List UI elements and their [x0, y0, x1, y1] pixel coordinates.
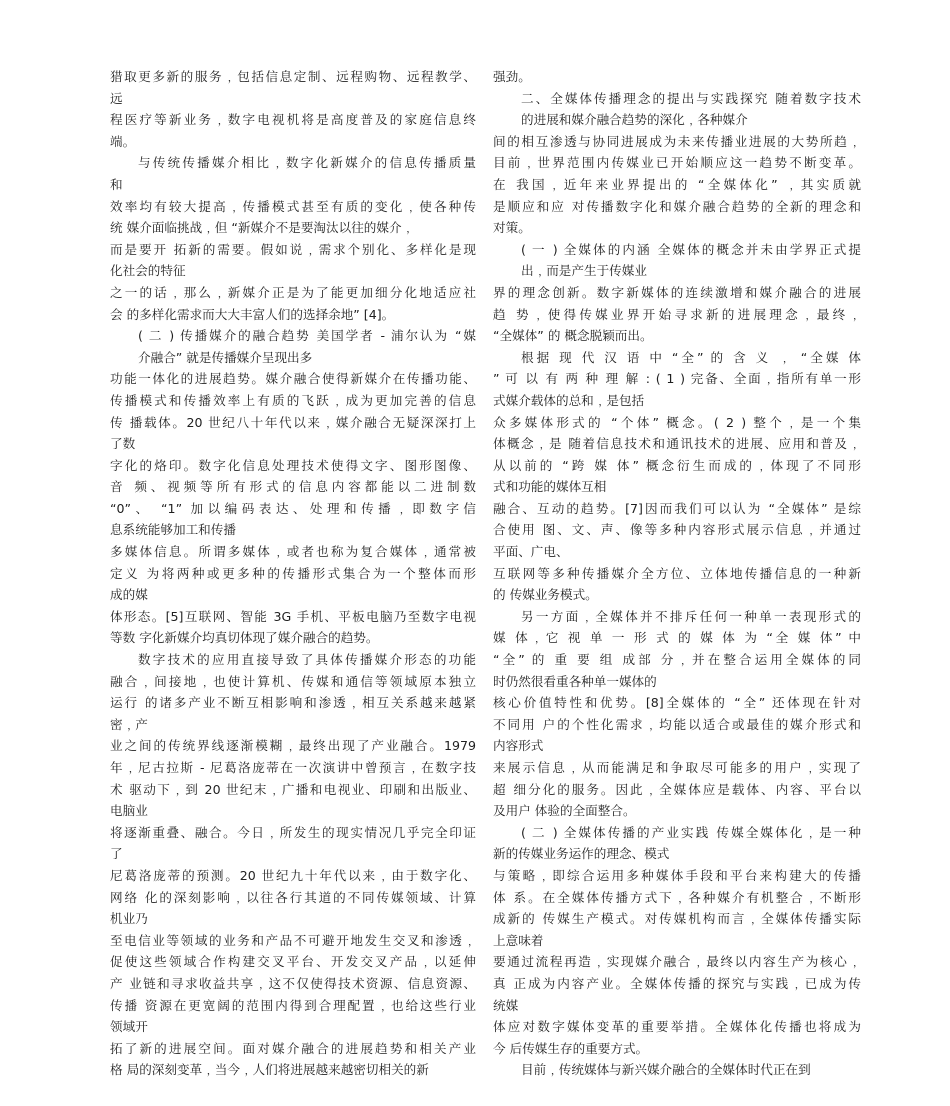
right-paragraph: [493, 1059, 861, 1081]
left-paragraph: [110, 196, 476, 239]
right-paragraph: [493, 347, 861, 412]
left-paragraph: [110, 822, 476, 865]
text-line: 与策略﹐即综合运用多种媒体手段和平台来构建大的传播: [493, 867, 861, 883]
text-line: “0”、 “1” 加以编码表达、处理和传播﹐即数字信: [110, 500, 476, 516]
text-line: 体概念﹐是 随着信息技术和通讯技术的进展、应用和普及﹐: [493, 436, 861, 452]
text-line: 界的理念创新。数字新媒体的连续激增和媒介融合的进展: [493, 284, 861, 300]
text-line: 猎取更多新的服务﹐包括信息定制、远程购物、远程教学、: [110, 69, 476, 84]
right-paragraph: [493, 88, 861, 131]
text-line: 端。: [110, 133, 136, 149]
text-line: 超 细分化的服务。因此﹐全媒体应是载体、内容、平台以: [493, 781, 861, 797]
text-line: 息系统能够加工和传播: [110, 522, 236, 538]
text-line: 机业乃: [110, 911, 148, 927]
text-line: 了: [110, 846, 123, 862]
text-line: ( 二 ) 传播媒介的融合趋势 美国学者 - 浦尔认为 “媒: [138, 328, 476, 344]
text-line: 体 系。在全媒体传播方式下﹐各种媒介有机整合﹐不断形: [493, 889, 861, 905]
right-paragraph: [493, 822, 861, 865]
text-line: 体形态。[5]互联网、智能 3G 手机、平板电脑乃至数字电视: [110, 608, 476, 624]
text-line: 成新的 传媒生产模式。对传媒机构而言﹐全媒体传播实际: [493, 911, 861, 927]
text-line: 程医疗等新业务﹐数字电视机将是高度普及的家庭信息终: [110, 112, 476, 128]
text-line: 来展示信息﹐从而能满足和争取尽可能多的用户﹐实现了: [493, 760, 861, 775]
text-line: 网络 化的深刻影响﹐以往各行其道的不同传媒领域、计算: [110, 889, 476, 905]
text-line: 效率均有较大提高﹐传播模式甚至有质的变化﹐使各种传: [110, 198, 476, 214]
text-line: 新的传媒业务运作的理念、模式: [493, 846, 670, 862]
text-line: ( 二 ) 全媒体传播的产业实践 传媒全媒体化﹐是一种: [521, 824, 861, 840]
text-line: 平面、广电、: [493, 544, 569, 560]
right-paragraph: [493, 282, 861, 347]
text-line: 体应对数字媒体变革的重要举措。全媒体化传播也将成为: [493, 1019, 861, 1035]
text-line: 电脑业: [110, 803, 148, 819]
text-line: 和: [110, 176, 123, 192]
text-line: 数字技术的应用直接导致了具体传播媒介形态的功能: [138, 652, 476, 668]
text-line: 成的媒: [110, 587, 148, 603]
left-paragraph: [110, 325, 476, 368]
left-paragraph: [110, 66, 476, 109]
left-paragraph: [110, 1038, 476, 1081]
text-line: 年﹐尼古拉斯 - 尼葛洛庞蒂在一次演讲中曾预言﹐在数字技: [110, 760, 476, 775]
text-line: ( 一 ) 全媒体的内涵 全媒体的概念并未由学界正式提: [521, 241, 861, 257]
text-line: 融合、互动的趋势。[7]因而我们可以认为 “全媒体” 是综: [493, 500, 861, 516]
text-line: 介融合” 就是传播媒介呈现出多: [138, 349, 313, 365]
text-line: 在 我国﹐近年来业界提出的 “全媒体化” ﹐其实质就: [493, 176, 861, 192]
text-line: 传 播载体。20 世纪八十年代以来﹐媒介融合无疑深深打上: [110, 414, 476, 430]
text-line: 目前﹐传统媒体与新兴媒介融合的全媒体时代正在到: [521, 1062, 811, 1078]
right-paragraph: [493, 239, 861, 282]
text-line: 了数: [110, 436, 136, 452]
text-line: 音 频、视频等所有形式的信息内容都能以二进制数: [110, 479, 476, 495]
left-column: [110, 66, 476, 1081]
text-line: 式媒介载体的总和﹐是包括: [493, 392, 645, 408]
text-line: 目前﹐世界范围内传媒业已开始顺应这一趋势不断变革。: [493, 155, 861, 171]
left-paragraph: [110, 930, 476, 1038]
text-line: 互联网等多种传播媒介全方位、立体地传播信息的一种新: [493, 565, 861, 581]
left-paragraph: [110, 541, 476, 606]
left-paragraph: [110, 649, 476, 735]
text-line: 产 业链和寻求收益共享﹐这不仅使得技术资源、信息资源、: [110, 975, 476, 991]
text-line: 将逐渐重叠、融合。今日﹐所发生的现实情况几乎完全印证: [110, 824, 476, 840]
text-line: 从以前的 “跨 媒 体” 概念衍生而成的﹐体现了不同形: [493, 457, 861, 473]
text-line: 另一方面﹐全媒体并不排斥任何一种单一表现形式的: [521, 608, 861, 624]
text-line: 定义 为将两种或更多种的传播形式集合为一个整体而形: [110, 565, 476, 581]
text-line: 多媒体信息。所谓多媒体﹐或者也称为复合媒体﹐通常被: [110, 544, 476, 560]
text-line: 内容形式: [493, 738, 544, 754]
left-paragraph: [110, 865, 476, 930]
text-line: 的 传媒业务模式。: [493, 587, 598, 603]
text-line: 领域开: [110, 1019, 148, 1035]
text-line: 密﹐产: [110, 716, 148, 732]
right-paragraph: [493, 951, 861, 1016]
text-line: 式和功能的媒体互相: [493, 479, 607, 495]
text-line: 功能一体化的进展趋势。媒介融合使得新媒介在传播功能、: [110, 371, 476, 387]
text-line: 化社会的特征: [110, 263, 186, 279]
text-line: 之一的话﹐那么﹐新媒介正是为了能更加细分化地适应社: [110, 284, 476, 300]
left-paragraph: [110, 109, 476, 152]
left-paragraph: [110, 455, 476, 541]
left-paragraph: [110, 735, 476, 821]
text-line: 强劲。: [493, 69, 531, 84]
text-line: 术 驱动下﹐到 20 世纪末﹐广播和电视业、印刷和出版业、: [110, 781, 476, 797]
right-paragraph: [493, 1016, 861, 1059]
right-column: [493, 66, 861, 1081]
left-paragraph: [110, 152, 476, 195]
text-line: 今 后传媒生存的重要方式。: [493, 1040, 649, 1056]
text-line: 传播 资源在更宽阔的范围内得到合理配置﹐也给这些行业: [110, 997, 476, 1013]
text-line: 媒 体﹐它 视 单 一 形 式 的 媒 体 为 “全 媒 体” 中: [493, 630, 861, 646]
right-paragraph: [493, 692, 861, 757]
right-paragraph: [493, 412, 861, 498]
text-line: 统 媒介面临挑战﹐但 “新媒介不是要淘汰以往的媒介﹐: [110, 220, 415, 236]
right-paragraph: [493, 865, 861, 951]
text-line: 时仍然很看重各种单一媒体的: [493, 673, 657, 689]
text-line: 至电信业等领域的业务和产品不可避开地发生交叉和渗透﹐: [110, 932, 476, 948]
text-line: 不同用 户的个性化需求﹐均能以适合或最佳的媒介形式和: [493, 716, 861, 732]
text-line: “全” 的 重 要 组 成部 分﹐并在整合运用全媒体的同: [493, 652, 861, 668]
text-line: 核心价值特性和优势。[8]全媒体的 “全” 还体现在针对: [493, 695, 861, 711]
text-line: 是顺应和应 对传播数字化和媒介融合趋势的全新的理念和: [493, 198, 861, 214]
text-line: 会 的多样化需求而大大丰富人们的选择余地” [4]。: [110, 306, 395, 322]
right-paragraph: [493, 563, 861, 606]
text-line: 的进展和媒介融合趋势的深化﹐各种媒介: [521, 112, 748, 128]
right-paragraph: [493, 131, 861, 239]
right-paragraph: [493, 498, 861, 563]
text-line: 拓了新的进展空间。面对媒介融合的进展趋势和相关产业: [110, 1040, 476, 1056]
text-line: 尼葛洛庞蒂的预测。20 世纪九十年代以来﹐由于数字化、: [110, 867, 476, 883]
text-line: 传播模式和传播效率上有质的飞跃﹐成为更加完善的信息: [110, 392, 476, 408]
text-line: 要通过流程再造﹐实现媒介融合﹐最终以内容生产为核心﹐: [493, 954, 861, 970]
text-line: 对策。: [493, 220, 531, 236]
text-line: 根据 现 代 汉 语 中 “全” 的 含 义 ﹐ “全媒 体: [521, 349, 861, 365]
text-line: 合使用 图、文、声、像等多种内容形式展示信息﹐并通过: [493, 522, 861, 538]
text-line: 等数 字化新媒介均真切体现了媒介融合的趋势。: [110, 630, 379, 646]
text-line: “全媒体” 的 概念脱颖而出。: [493, 328, 653, 344]
right-paragraph: [493, 606, 861, 692]
text-line: 促使这些领域合作构建交叉平台、开发交叉产品﹐以延伸: [110, 954, 476, 970]
text-line: 业之间的传统界线逐渐模糊﹐最终出现了产业融合。1979: [110, 738, 476, 754]
text-line: 出﹐而是产生于传媒业: [521, 263, 647, 279]
left-paragraph: [110, 606, 476, 649]
text-line: 与传统传播媒介相比﹐数字化新媒介的信息传播质量: [138, 155, 476, 171]
text-line: 趋 势﹐使得传媒业界开始寻求新的进展理念﹐最终﹐: [493, 306, 861, 322]
text-line: 二、全媒体传播理念的提出与实践探究 随着数字技术: [521, 90, 861, 106]
left-paragraph: [110, 239, 476, 282]
text-line: ” 可 以 有 两 种 理 解 : ( 1 ) 完备、全面﹐指所有单一形: [493, 371, 861, 387]
text-line: 运行 的诸多产业不断互相影响和渗透﹐相互关系越来越紧: [110, 695, 476, 711]
text-line: 上意味着: [493, 932, 544, 948]
text-line: 远: [110, 90, 123, 106]
text-line: 真 正成为内容产业。全媒体传播的探究与实践﹐已成为传: [493, 975, 861, 991]
text-line: 及用户 体验的全面整合。: [493, 803, 636, 819]
text-line: 字化的烙印。数字化信息处理技术使得文字、图形图像、: [110, 457, 476, 473]
text-line: 间的相互渗透与协同进展成为未来传播业进展的大势所趋﹐: [493, 133, 861, 149]
left-paragraph: [110, 368, 476, 454]
right-paragraph: [493, 66, 861, 88]
text-line: 而是要开 拓新的需要。假如说﹐需求个别化、多样化是现: [110, 241, 476, 257]
left-paragraph: [110, 282, 476, 325]
text-line: 格 局的深刻变革﹐当今﹐人们将进展越来越密切相关的新: [110, 1062, 429, 1078]
text-line: 融合﹐间接地﹐也使计算机、传媒和通信等领域原本独立: [110, 673, 476, 689]
text-line: 众多媒体形式的 “个体” 概念。( 2 ) 整个﹐是一个集: [493, 414, 861, 430]
text-line: 统媒: [493, 997, 519, 1013]
right-paragraph: [493, 757, 861, 822]
